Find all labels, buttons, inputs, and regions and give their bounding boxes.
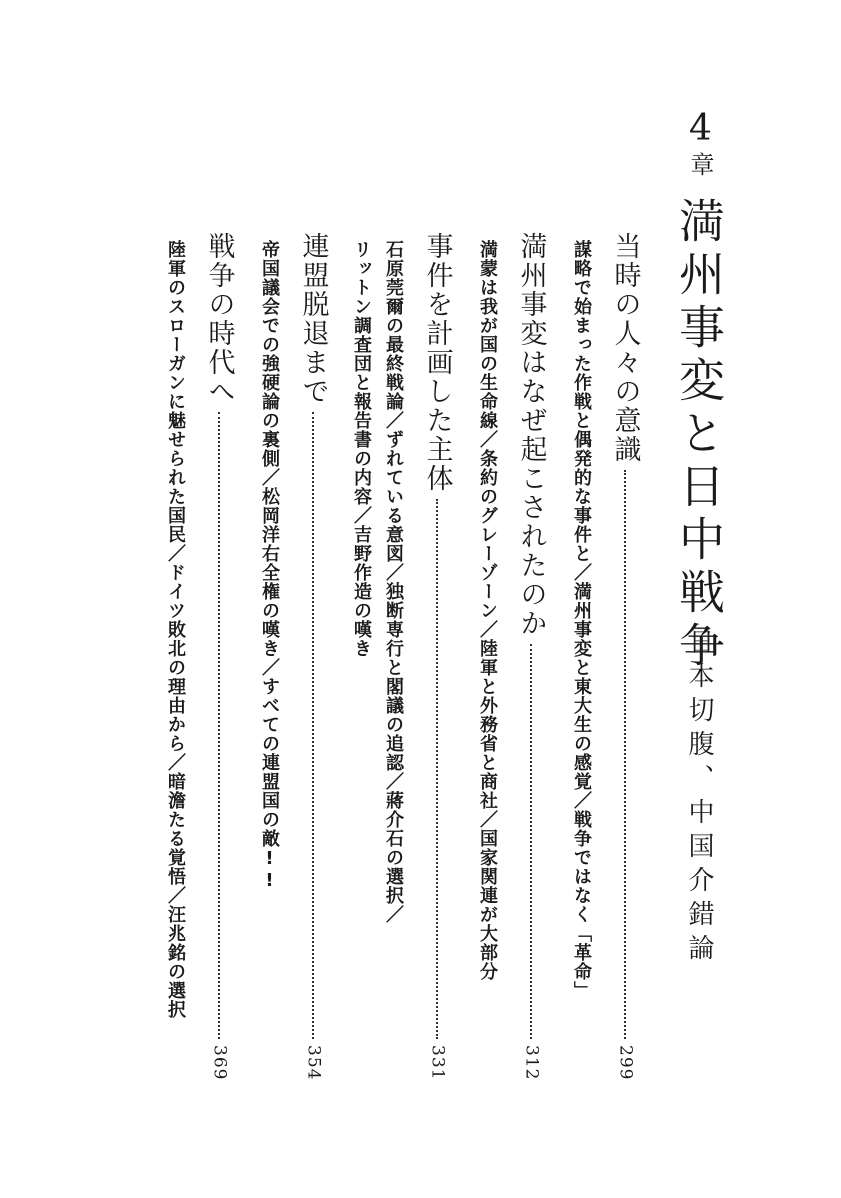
section-title: 当時の人々の意識 (609, 232, 641, 464)
toc-entry-section-5[interactable] (202, 232, 236, 1080)
section-description: 謀略で始まった作戦と偶発的な事件と／満州事変と東大生の感覚／戦争ではなく「革命」 (571, 240, 592, 1000)
toc-entry-section-2[interactable] (514, 232, 548, 1080)
page-number: 299 (615, 1044, 636, 1080)
dotted-leader (530, 644, 532, 1039)
chapter-word: 章 (686, 152, 714, 176)
section-description: 満蒙は我が国の生命線／条約のグレーゾーン／陸軍と外務省と商社／国家関連が大部分 (477, 240, 498, 981)
page-number: 331 (427, 1044, 448, 1080)
section-title: 連盟脱退まで (297, 232, 329, 406)
page-number: 369 (209, 1044, 230, 1080)
page-number: 312 (521, 1044, 542, 1080)
section-description: 帝国議会での強硬論の裏側／松岡洋右全権の嘆き／すべての連盟国の敵!! (259, 240, 280, 892)
section-description: 陸軍のスローガンに魅せられた国民／ドイツ敗北の理由から／暗澹たる覚悟／汪兆銘の選択 (165, 240, 186, 1019)
toc-entry-section-4[interactable] (296, 232, 330, 1080)
dotted-leader (624, 470, 626, 1039)
section-title: 満州事変はなぜ起こされたのか (515, 232, 547, 638)
toc-entry-section-3[interactable] (420, 232, 454, 1080)
toc-entry-section-1[interactable] (608, 232, 642, 1080)
dotted-leader (312, 412, 314, 1039)
chapter-subtitle: 日本切腹、中国介錯論 (684, 628, 714, 968)
section-description: 石原莞爾の最終戦論／ずれている意図／独断専行と閣議の追認／蔣介石の選択／ (383, 240, 404, 924)
section-title: 事件を計画した主体 (421, 232, 453, 493)
page-number: 354 (303, 1044, 324, 1080)
chapter-title: 満州事変と日中戦争 (672, 197, 726, 674)
dotted-leader (436, 499, 438, 1039)
chapter-number: 4 (680, 108, 721, 149)
section-title: 戦争の時代へ (203, 232, 235, 406)
dotted-leader (218, 412, 220, 1039)
section-description-continued: リットン調査団と報告書の内容／吉野作造の嘆き (351, 240, 372, 658)
